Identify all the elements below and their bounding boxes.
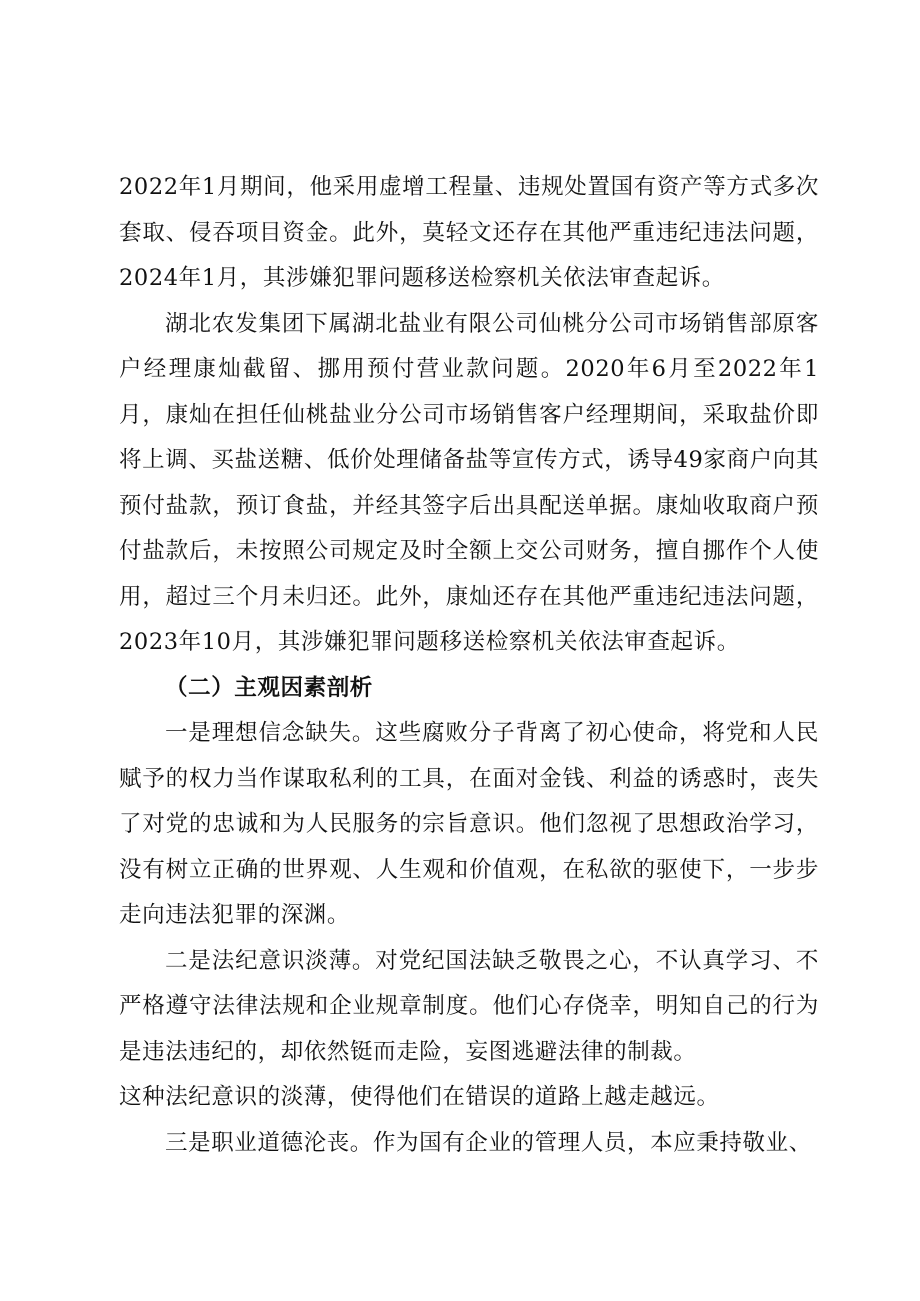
document-body	[119, 165, 819, 1166]
paragraph-case-kang-can: 湖北农发集团下属湖北盐业有限公司仙桃分公司市场销售部原客户经理康灿截留、挪用预付营业款问题。2020年6月至2022年1月，康灿在担任仙桃盐业分公司市场销售客户经理期间，采取盐价即将上调、买盐送糖、低价处理储备盐等宣传方式，诱导49家商户向其预付盐款，预订食盐，并经其签字后出具配送单据。康灿收取商户预付盐款后，未按照公司规定及时全额上交公司财务，擅自挪作个人使用，超过三个月未归还。此外，康灿还存在其他严重违纪违法问题，2023年10月，其涉嫌犯罪问题移送检察机关依法审查起诉。	[119, 310, 819, 655]
paragraph-ideals-lacking: 一是理想信念缺失。这些腐败分子背离了初心使命，将党和人民赋予的权力当作谋取私利的工具，在面对金钱、利益的诱惑时，丧失了对党的忠诚和为人民服务的宗旨意识。他们忽视了思想政治学习，没有树立正确的世界观、人生观和价值观，在私欲的驱使下，一步步走向违法犯罪的深渊。	[119, 720, 819, 928]
section-heading-subjective-factors: （二）主观因素剖析	[165, 674, 373, 701]
paragraph-continued-case-1: 2022年1月期间，他采用虚增工程量、违规处置国有资产等方式多次套取、侵吞项目资金。此外，莫轻文还存在其他严重违纪违法问题，2024年1月，其涉嫌犯罪问题移送检察机关依法审查起诉。	[119, 174, 819, 291]
paragraph-professional-ethics: 三是职业道德沦丧。作为国有企业的管理人员，本应秉持敬业、	[165, 1129, 812, 1156]
paragraph-weak-legal-awareness-continued: 这种法纪意识的淡薄，使得他们在错误的道路上越走越远。	[119, 1084, 720, 1110]
paragraph-weak-legal-awareness: 二是法纪意识淡薄。对党纪国法缺乏敬畏之心，不认真学习、不严格遵守法律法规和企业规章制度。他们心存侥幸，明知自己的行为是违法违纪的，却依然铤而走险，妄图逃避法律的制裁。	[119, 947, 819, 1065]
